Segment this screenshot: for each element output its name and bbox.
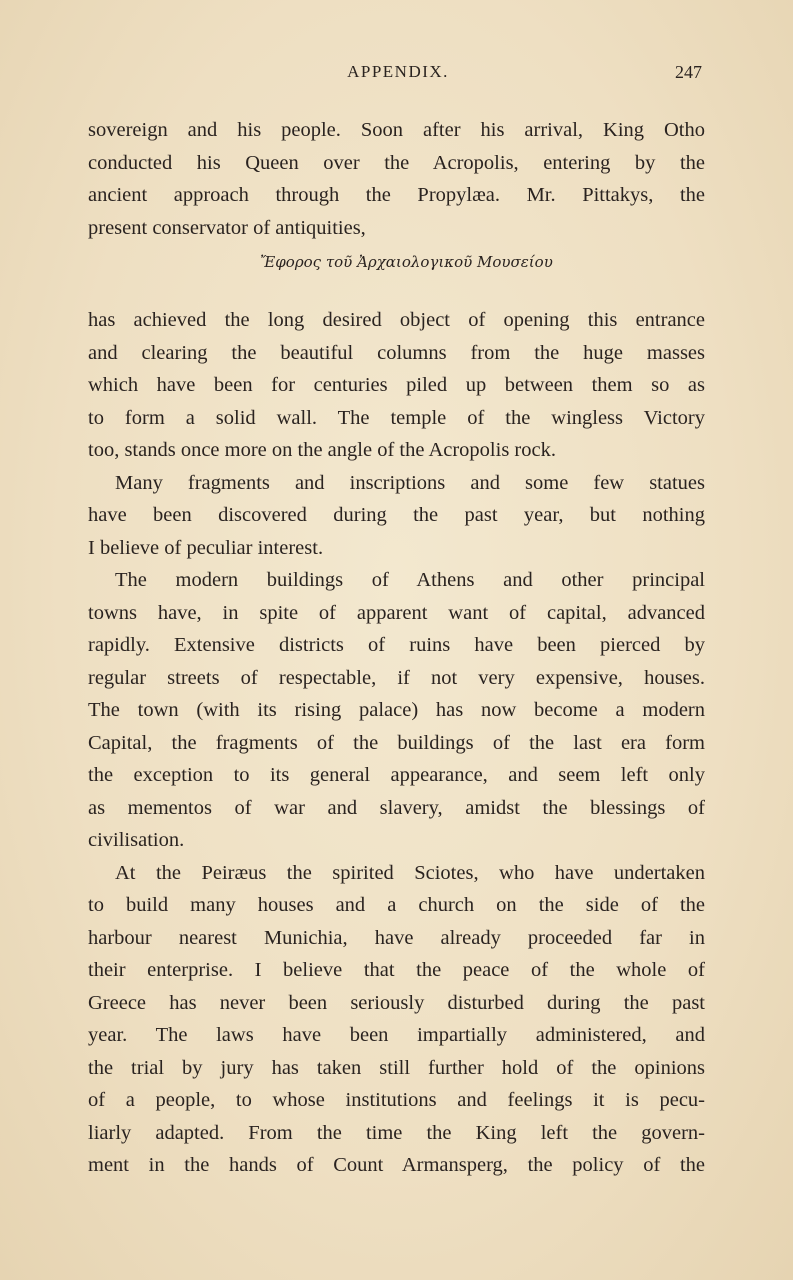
text-line: their enterprise. I believe that the peace of the whole of bbox=[88, 959, 705, 981]
page-number: 247 bbox=[675, 62, 702, 82]
text-line: year. The laws have been impartially administered, and bbox=[88, 1024, 705, 1046]
text-line: which have been for centuries piled up between them so as bbox=[88, 374, 705, 396]
text-line: present conservator of antiquities, bbox=[88, 216, 366, 239]
paragraph-fragments bbox=[88, 467, 705, 565]
text-line: too, stands once more on the angle of the Acropolis rock. bbox=[88, 439, 556, 461]
text-line: At the Peiræus the spirited Sciotes, who have undertaken bbox=[115, 861, 705, 884]
text-line: I believe of peculiar interest. bbox=[88, 536, 324, 559]
text-line: and clearing the beautiful columns from the huge masses bbox=[88, 341, 705, 364]
paragraph-buildings bbox=[88, 564, 705, 857]
body-text bbox=[88, 114, 705, 1182]
text-line: The modern buildings of Athens and other principal bbox=[115, 569, 705, 591]
paragraph-peiraeus bbox=[88, 857, 705, 1182]
greek-title: Ἔφορος τοῦ Ἀρχαιολογικοῦ Μουσείου bbox=[260, 253, 553, 271]
page-header bbox=[88, 62, 708, 88]
text-line: as mementos of war and slavery, amidst the blessings of bbox=[88, 796, 705, 819]
text-line: rapidly. Extensive districts of ruins have been pierced by bbox=[88, 634, 705, 656]
text-line: towns have, in spite of apparent want of capital, advanced bbox=[88, 601, 705, 624]
text-line: conducted his Queen over the Acropolis, entering by the bbox=[88, 151, 705, 174]
paragraph-opening bbox=[88, 114, 705, 244]
running-head: APPENDIX. bbox=[347, 62, 449, 81]
paragraph-continuation bbox=[88, 304, 705, 467]
text-line: Many fragments and inscriptions and some few statues bbox=[115, 471, 705, 494]
text-line: ancient approach through the Propylæa. Mr. Pittakys, the bbox=[88, 184, 705, 206]
text-line: the trial by jury has taken still further hold of the opinions bbox=[88, 1056, 705, 1079]
text-line: to build many houses and a church on the side of the bbox=[88, 894, 705, 916]
text-line: to form a solid wall. The temple of the wingless Victory bbox=[88, 406, 705, 429]
text-line: of a people, to whose institutions and feelings it is pecu- bbox=[88, 1089, 705, 1111]
text-line: civilisation. bbox=[88, 829, 185, 851]
text-line: ment in the hands of Count Armansperg, the policy of the bbox=[88, 1154, 705, 1176]
text-line: Greece has never been seriously disturbed during the past bbox=[88, 991, 705, 1014]
text-line: regular streets of respectable, if not very expensive, houses. bbox=[88, 666, 705, 689]
text-line: liarly adapted. From the time the King left the govern- bbox=[88, 1121, 705, 1144]
text-line: Capital, the fragments of the buildings of the last era form bbox=[88, 731, 705, 754]
text-line: sovereign and his people. Soon after his arrival, King Otho bbox=[88, 119, 705, 141]
text-line: have been discovered during the past year, but nothing bbox=[88, 504, 705, 526]
text-line: harbour nearest Munichia, have already proceeded far in bbox=[88, 926, 705, 949]
text-line: has achieved the long desired object of opening this entrance bbox=[88, 309, 705, 331]
text-line: The town (with its rising palace) has now become a modern bbox=[88, 699, 705, 721]
text-line: the exception to its general appearance, and seem left only bbox=[88, 764, 705, 786]
